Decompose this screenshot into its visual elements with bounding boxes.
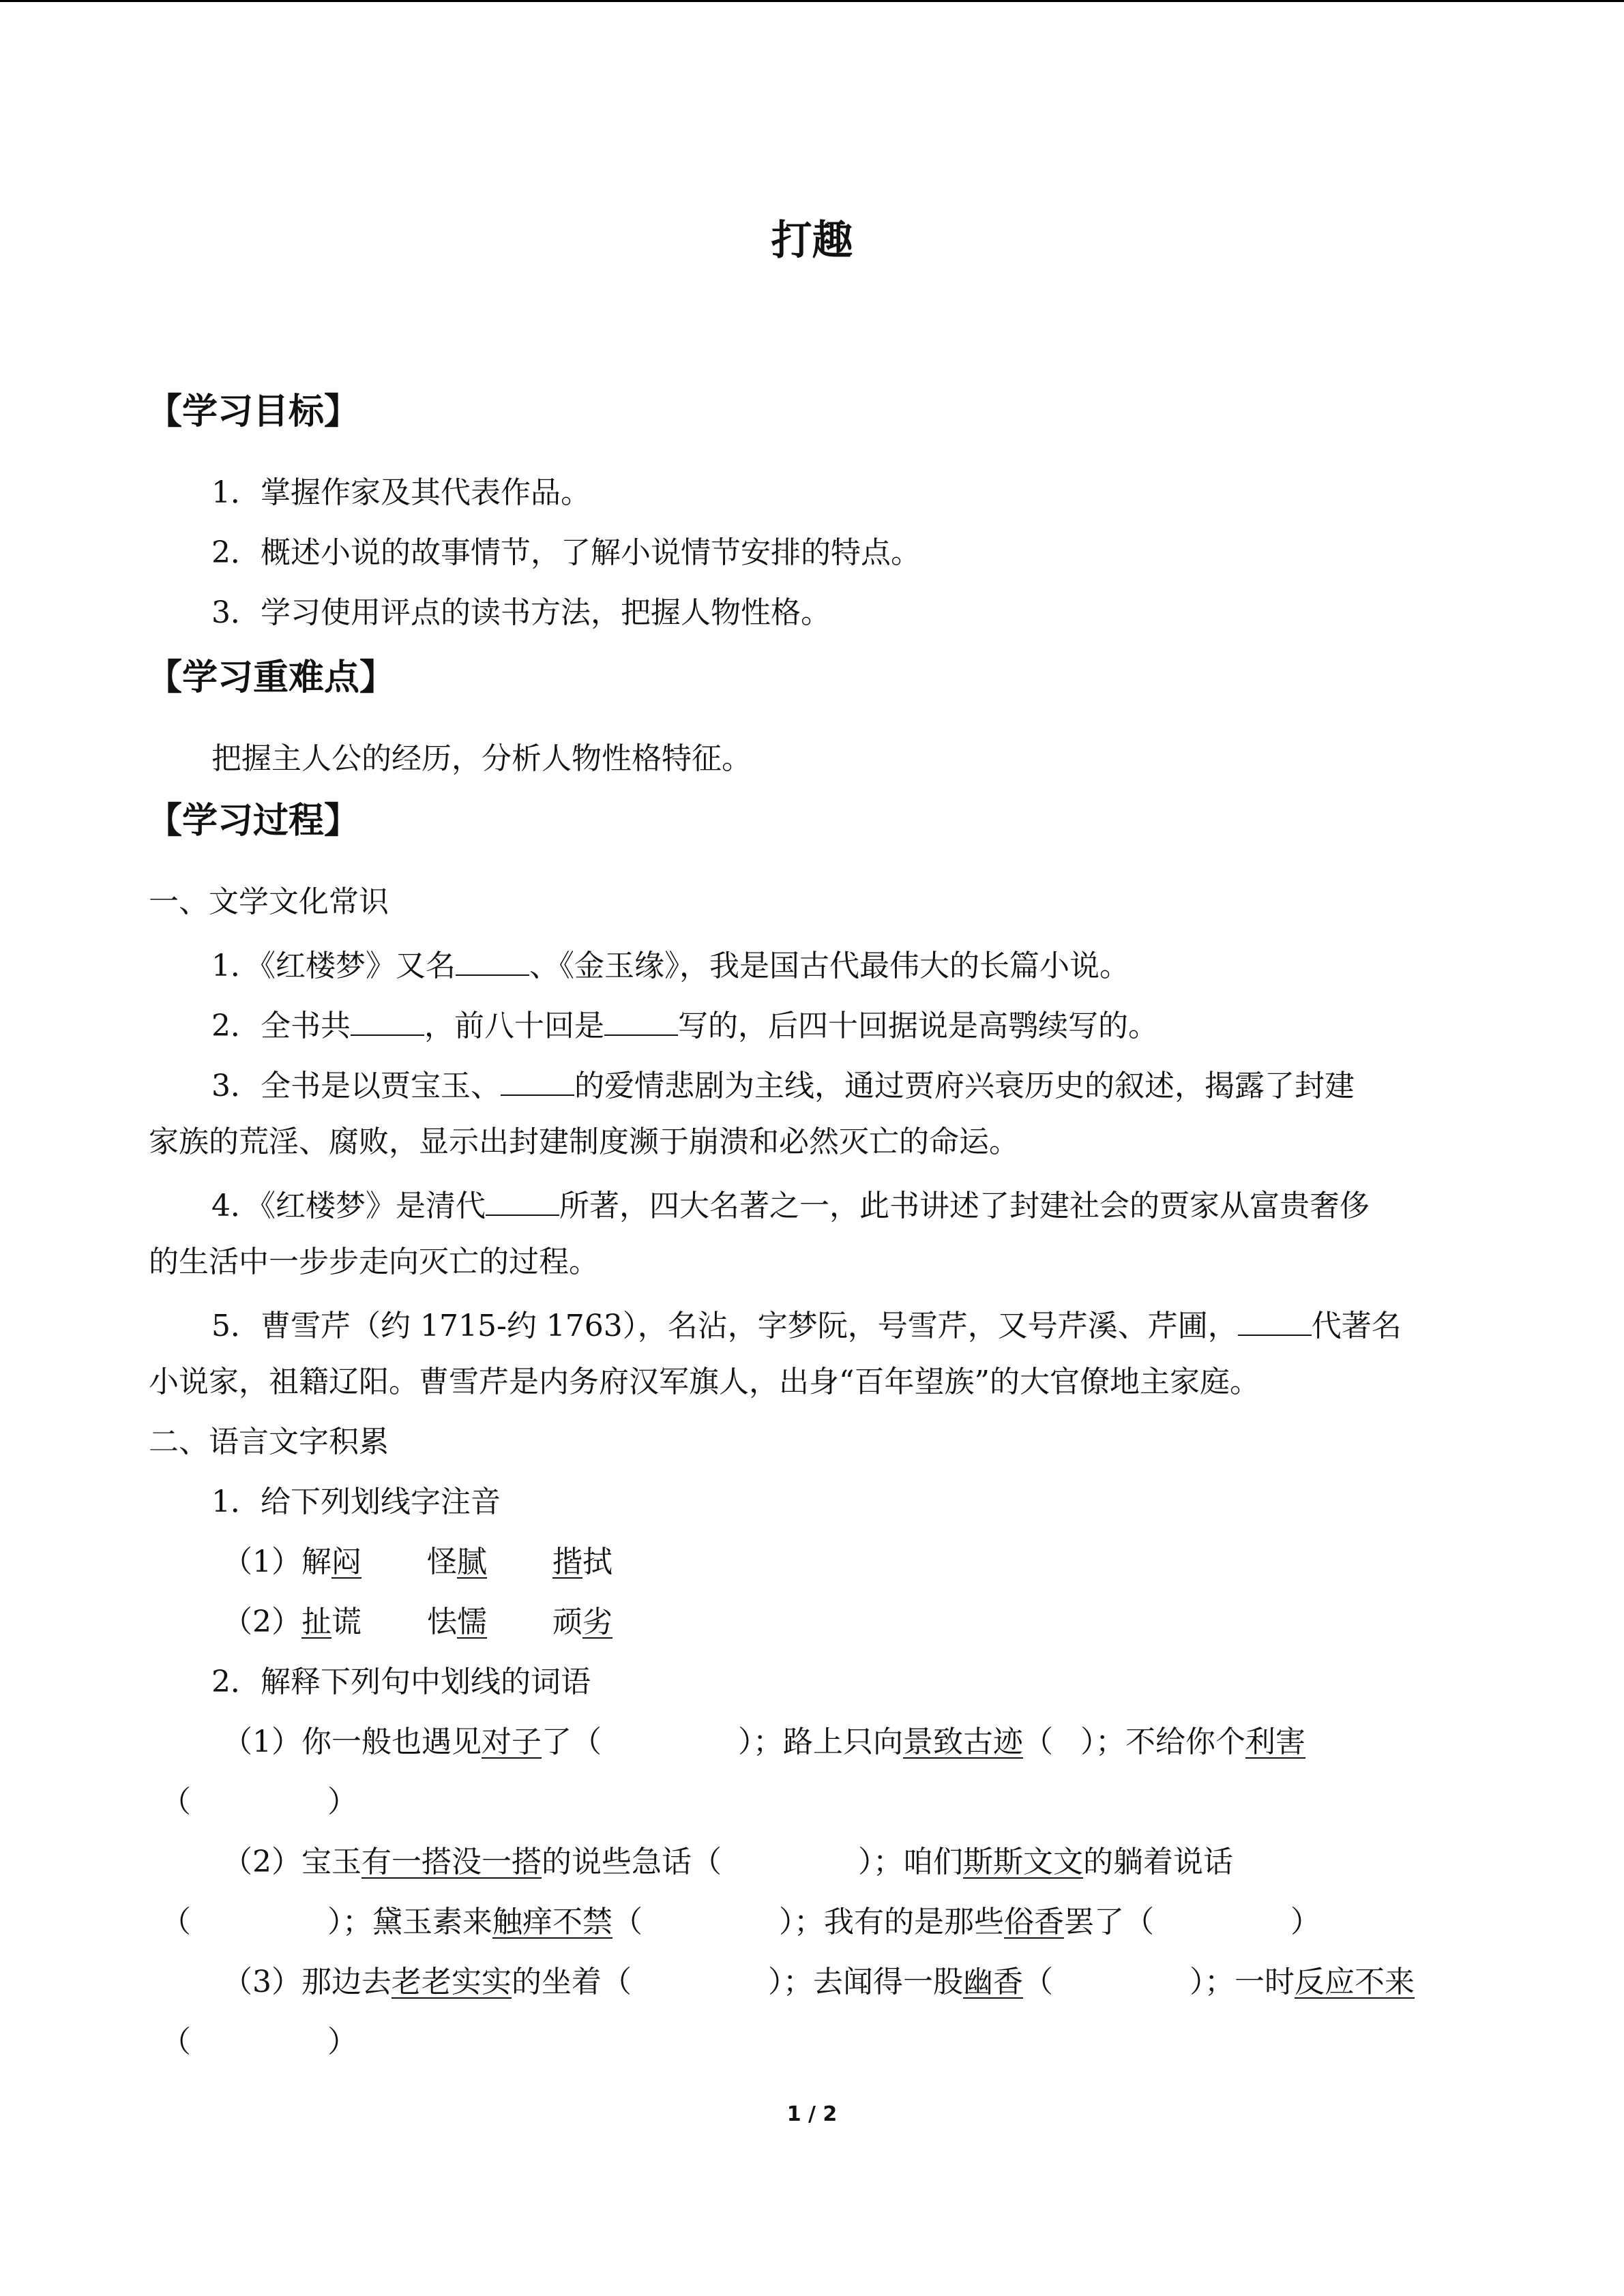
fill-blank[interactable] xyxy=(604,1002,678,1036)
sentence-text: （ xyxy=(161,2025,191,2059)
underlined-char: 揩 xyxy=(552,1545,582,1579)
underlined-char: 懦 xyxy=(457,1605,487,1639)
sentence-text: （1）你一般也遇见 xyxy=(222,1725,482,1759)
question-2 xyxy=(211,1002,1158,1047)
underlined-char: 腻 xyxy=(457,1545,487,1579)
word-part: 谎 xyxy=(331,1605,361,1639)
pinyin-row-1 xyxy=(222,1542,612,1583)
question-5 xyxy=(211,1302,1402,1347)
question-text: 、《金玉缘》，我是国古代最伟大的长篇小说。 xyxy=(529,949,1130,983)
page-title: 打趣 xyxy=(771,217,853,265)
sentence-text: 的坐着（ xyxy=(512,1965,632,1999)
sub-question-2: 2．解释下列句中划线的词语 xyxy=(211,1665,591,1699)
part1-heading: 一、文学文化常识 xyxy=(149,884,389,919)
sentence-text: 罢了（ xyxy=(1064,1905,1154,1939)
word-part: 拭 xyxy=(582,1545,612,1579)
row-label: （1） xyxy=(222,1545,301,1579)
key-point-text: 把握主人公的经历，分析人物性格特征。 xyxy=(211,741,752,776)
sentence-text: ） xyxy=(327,2025,357,2059)
sentence-text: ）；路上只向 xyxy=(738,1725,903,1759)
question-4 xyxy=(211,1182,1370,1227)
sentence-2-continued xyxy=(161,1902,1320,1943)
question-text: 代著名 xyxy=(1311,1309,1402,1343)
fill-blank[interactable] xyxy=(351,1002,424,1036)
goal-item: 2．概述小说的故事情节，了解小说情节安排的特点。 xyxy=(211,535,921,570)
underlined-word: 俗香 xyxy=(1004,1905,1064,1939)
underlined-word: 对子 xyxy=(482,1725,542,1759)
question-4-continued: 的生活中一步步走向灭亡的过程。 xyxy=(149,1244,599,1279)
sentence-text: （ xyxy=(161,1905,191,1939)
question-text: 1．《红楼梦》又名 xyxy=(211,949,456,983)
question-5-continued: 小说家，祖籍辽阳。曹雪芹是内务府汉军旗人，出身“百年望族”的大官僚地主家庭。 xyxy=(149,1365,1260,1399)
sentence-text: ）；去闻得一股 xyxy=(768,1965,963,1999)
question-text: 写的，后四十回据说是高鹗续写的。 xyxy=(678,1009,1158,1043)
sentence-1 xyxy=(222,1722,1305,1763)
question-3 xyxy=(211,1062,1355,1107)
sentence-text: ）；黛玉素来 xyxy=(327,1905,492,1939)
underlined-word: 利害 xyxy=(1245,1725,1305,1759)
question-text: 3．全书是以贾宝玉、 xyxy=(211,1069,501,1103)
sentence-text: （3）那边去 xyxy=(222,1965,392,1999)
sentence-text: （ xyxy=(612,1905,643,1939)
question-text: 的爱情悲剧为主线，通过贾府兴衰历史的叙述，揭露了封建 xyxy=(574,1069,1355,1103)
sentence-text: （ xyxy=(1023,1965,1053,1999)
word-part: 顽 xyxy=(552,1605,582,1639)
question-text: 4．《红楼梦》是清代 xyxy=(211,1189,486,1223)
fill-blank[interactable] xyxy=(486,1182,559,1216)
underlined-word: 幽香 xyxy=(963,1965,1023,1999)
word-part: 怪 xyxy=(427,1545,457,1579)
sentence-text: 了（ xyxy=(542,1725,602,1759)
question-text: 2．全书共 xyxy=(211,1009,351,1043)
question-1 xyxy=(211,942,1130,987)
sentence-text: ）；不给你个 xyxy=(1080,1725,1245,1759)
row-label: （2） xyxy=(222,1605,301,1639)
sentence-3 xyxy=(222,1962,1415,2003)
fill-blank[interactable] xyxy=(1238,1302,1312,1336)
word-part: 怯 xyxy=(427,1605,457,1639)
part2-heading: 二、语言文字积累 xyxy=(149,1425,389,1459)
sentence-text: ）；一时 xyxy=(1190,1965,1295,1999)
underlined-word: 有一搭没一搭 xyxy=(361,1845,542,1879)
sentence-1-continued xyxy=(161,1782,357,1823)
underlined-word: 反应不来 xyxy=(1295,1965,1415,1999)
sentence-text: ） xyxy=(327,1785,357,1819)
fill-blank[interactable] xyxy=(456,942,529,976)
goal-item: 3．学习使用评点的读书方法，把握人物性格。 xyxy=(211,595,831,630)
underlined-word: 斯斯文文 xyxy=(963,1845,1083,1879)
question-text: ，前八十回是 xyxy=(424,1009,604,1043)
sentence-text: 的说些急话（ xyxy=(542,1845,722,1879)
sentence-text: 的躺着说话 xyxy=(1083,1845,1233,1879)
underlined-char: 扯 xyxy=(301,1605,331,1639)
section-heading-key-points: 【学习重难点】 xyxy=(147,657,396,698)
underlined-char: 劣 xyxy=(582,1605,612,1639)
page-number: 1 / 2 xyxy=(786,2102,838,2126)
question-text: 所著，四大名著之一，此书讲述了封建社会的贾家从富贵奢侈 xyxy=(559,1189,1370,1223)
sentence-text: ）；我有的是那些 xyxy=(779,1905,1004,1939)
underlined-char: 闷 xyxy=(331,1545,361,1579)
question-3-continued: 家族的荒淫、腐败，显示出封建制度濒于崩溃和必然灭亡的命运。 xyxy=(149,1124,1019,1159)
sentence-2 xyxy=(222,1842,1233,1883)
sentence-text: （ xyxy=(161,1785,191,1819)
fill-blank[interactable] xyxy=(501,1062,574,1096)
section-heading-process: 【学习过程】 xyxy=(147,801,360,841)
sentence-text: ） xyxy=(1290,1905,1320,1939)
pinyin-row-2 xyxy=(222,1602,612,1643)
goal-item: 1．掌握作家及其代表作品。 xyxy=(211,475,591,510)
sentence-text: （ xyxy=(1023,1725,1053,1759)
sentence-text: ）；咱们 xyxy=(858,1845,963,1879)
sentence-3-continued xyxy=(161,2022,357,2063)
underlined-word: 触痒不禁 xyxy=(492,1905,612,1939)
sentence-text: （2）宝玉 xyxy=(222,1845,361,1879)
word-part: 解 xyxy=(301,1545,331,1579)
underlined-word: 老老实实 xyxy=(392,1965,512,1999)
question-text: 5．曹雪芹（约 1715-约 1763），名沾，字梦阮，号雪芹，又号芹溪、芹圃， xyxy=(211,1309,1238,1343)
section-heading-goals: 【学习目标】 xyxy=(147,391,360,432)
underlined-word: 景致古迹 xyxy=(903,1725,1023,1759)
sub-question-1: 1．给下列划线字注音 xyxy=(211,1485,501,1519)
